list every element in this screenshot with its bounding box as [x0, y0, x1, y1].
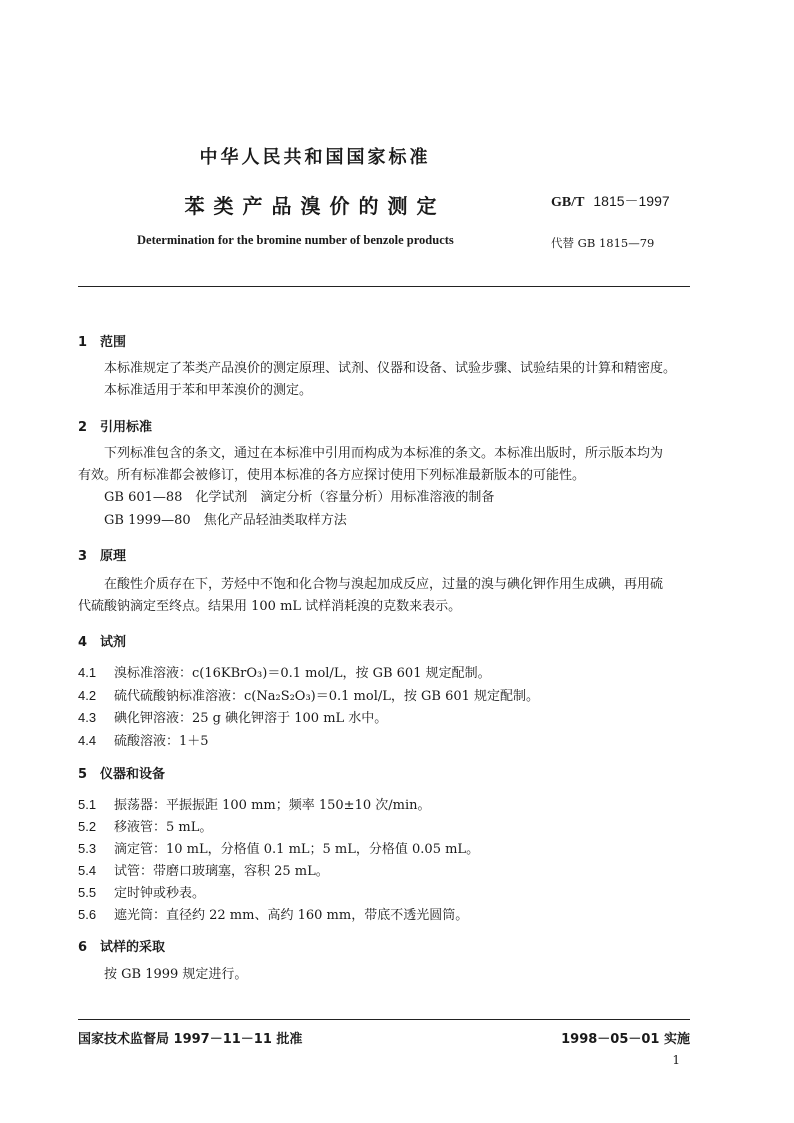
section-title: 原理	[100, 549, 127, 564]
list-item	[78, 730, 209, 749]
item-number: 5.2	[78, 819, 97, 834]
list-item	[78, 838, 479, 857]
section-number: 2	[78, 420, 88, 435]
paragraph: 按 GB 1999 规定进行。	[104, 967, 248, 982]
item-number: 5.5	[78, 885, 97, 900]
standard-code: 1815－1997	[593, 193, 670, 209]
item-text: 滴定管：10 mL，分格值 0.1 mL；5 mL，分格值 0.05 mL。	[114, 842, 480, 857]
list-item	[78, 882, 205, 901]
reference-item: GB 601—88 化学试剂 滴定分析（容量分析）用标准溶液的制备	[104, 490, 495, 505]
item-text: 定时钟或秒表。	[114, 886, 206, 901]
section-title: 试剂	[100, 635, 127, 650]
item-text: 移液管：5 mL。	[114, 820, 213, 835]
section-number: 4	[78, 635, 88, 650]
item-number: 5.4	[78, 863, 97, 878]
item-number: 4.3	[78, 710, 97, 725]
list-item	[78, 816, 212, 835]
paragraph: 代硫酸钠滴定至终点。结果用 100 mL 试样消耗溴的克数来表示。	[78, 599, 462, 614]
section-number: 1	[78, 335, 88, 350]
item-number: 4.2	[78, 688, 97, 703]
national-standard-title: 中华人民共和国国家标准	[199, 147, 431, 168]
item-text: 溴标准溶液：c(16KBrO₃)＝0.1 mol/L，按 GB 601 规定配制。	[114, 666, 491, 681]
section-heading-apparatus	[78, 763, 165, 782]
section-heading-scope	[78, 331, 126, 350]
standard-number	[551, 191, 670, 211]
section-number: 6	[78, 940, 88, 955]
section-number: 5	[78, 767, 88, 782]
document-title: 苯类产品溴价的测定	[184, 194, 446, 218]
item-text: 试管：带磨口玻璃塞，容积 25 mL。	[114, 864, 329, 879]
reference-item: GB 1999—80 焦化产品轻油类取样方法	[104, 513, 347, 528]
replaces-note: 代替 GB 1815—79	[551, 236, 655, 250]
standard-prefix: GB/T	[551, 195, 585, 210]
paragraph: 本标准规定了苯类产品溴价的测定原理、试剂、仪器和设备、试验步骤、试验结果的计算和精密度。	[104, 361, 677, 376]
list-item	[78, 794, 430, 813]
section-title: 试样的采取	[100, 940, 166, 955]
paragraph: 在酸性介质存在下，芳烃中不饱和化合物与溴起加成反应，过量的溴与碘化钾作用生成碘，再用硫	[104, 577, 664, 592]
paragraph: 有效。所有标准都会被修订，使用本标准的各方应探讨使用下列标准最新版本的可能性。	[78, 468, 586, 483]
list-item	[78, 860, 329, 879]
item-number: 4.4	[78, 733, 97, 748]
section-title: 范围	[100, 335, 127, 350]
list-item	[78, 707, 387, 726]
item-number: 4.1	[78, 665, 97, 680]
paragraph: 下列标准包含的条文，通过在本标准中引用而构成为本标准的条文。本标准出版时，所示版本均为	[104, 446, 664, 461]
item-number: 5.3	[78, 841, 97, 856]
effective-date: 1998－05－01 实施	[561, 1032, 690, 1047]
section-title: 引用标准	[100, 420, 153, 435]
section-heading-principle	[78, 545, 126, 564]
item-text: 硫酸溶液：1＋5	[114, 734, 209, 749]
list-item	[78, 685, 539, 704]
item-text: 硫代硫酸钠标准溶液：c(Na₂S₂O₃)＝0.1 mol/L，按 GB 601 规定配制。	[114, 689, 540, 704]
list-item	[78, 904, 468, 923]
footer-divider	[78, 1019, 690, 1020]
page-number: 1	[672, 1053, 680, 1067]
section-heading-reagents	[78, 631, 126, 650]
header-divider	[78, 286, 690, 287]
paragraph: 本标准适用于苯和甲苯溴价的测定。	[104, 383, 313, 398]
item-text: 遮光筒：直径约 22 mm、高约 160 mm，带底不透光圆筒。	[114, 908, 469, 923]
section-heading-normative-references	[78, 416, 152, 435]
item-number: 5.6	[78, 907, 97, 922]
english-title: Determination for the bromine number of benzole products	[137, 233, 454, 247]
item-text: 振荡器：平振振距 100 mm；频率 150±10 次/min。	[114, 798, 431, 813]
section-number: 3	[78, 549, 88, 564]
list-item	[78, 662, 491, 681]
section-title: 仪器和设备	[100, 767, 166, 782]
item-text: 碘化钾溶液：25 g 碘化钾溶于 100 mL 水中。	[114, 711, 388, 726]
approval-date: 国家技术监督局 1997－11－11 批准	[78, 1032, 303, 1047]
item-number: 5.1	[78, 797, 97, 812]
section-heading-sampling	[78, 936, 165, 955]
